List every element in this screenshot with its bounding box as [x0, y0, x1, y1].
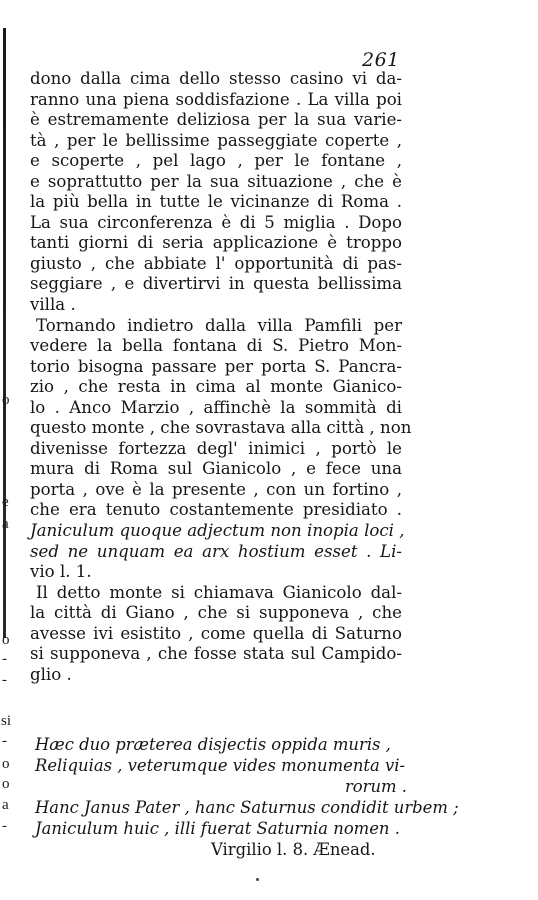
paper-speck — [256, 878, 259, 881]
text-line: glio . — [30, 664, 72, 684]
text-line: torio bisogna passare per porta S. Pancra- — [30, 356, 402, 376]
margin-fragment-char: o — [2, 756, 10, 772]
text-line: divenisse fortezza degl' inimici , portò le — [30, 438, 402, 458]
margin-fragment-char: - — [2, 733, 7, 749]
text-line: avesse ivi esistito , come quella di Saturno — [30, 623, 402, 643]
text-line: si supponeva , che fosse stata sul Campido- — [30, 644, 402, 664]
text-line: e soprattutto per la sua situazione , che è — [30, 171, 402, 191]
text-line: seggiare , e divertirvi in questa bellissima — [30, 274, 402, 294]
verse-line: Hæc duo præterea disjectis oppida muris , — [35, 735, 391, 754]
margin-fragment-char: e — [2, 494, 9, 510]
text-line: mura di Roma sul Gianicolo , e fece una — [30, 459, 402, 479]
facing-page-margin — [0, 0, 24, 900]
paragraph-start-line: Il detto monte si chiamava Gianicolo dal- — [36, 582, 402, 602]
text-line: tà , per le bellissime passeggiate coperte , — [30, 130, 402, 150]
verse-line: Hanc Janus Pater , hanc Saturnus condidit urbem ; — [35, 798, 459, 817]
margin-fragment-char: si — [1, 713, 12, 729]
verse-citation: Virgilio l. 8. Ænead. — [211, 840, 376, 859]
text-line: la città di Giano , che si supponeva , che — [30, 603, 402, 623]
citation-line: vio l. 1. — [30, 562, 92, 582]
text-line: e scoperte , pel lago , per le fontane , — [30, 151, 402, 171]
margin-fragment-char: - — [2, 672, 7, 688]
margin-fragment-char: - — [2, 651, 7, 667]
text-line: ranno una piena soddisfazione . La villa poi — [30, 89, 402, 109]
latin-quote-line: sed ne unquam ea arx hostium esset . Li- — [30, 541, 402, 561]
text-line: villa . — [30, 295, 76, 315]
main-text-block — [30, 69, 412, 685]
text-line: La sua circonferenza è di 5 miglia . Dopo — [30, 212, 402, 232]
margin-fragment-char: o — [2, 632, 10, 648]
verse-line: Reliquias , veterumque vides monumenta vi- — [35, 756, 406, 775]
text-line: zio , che resta in cima al monte Gianico- — [30, 377, 402, 397]
verse-line-turnover: rorum . — [344, 777, 407, 796]
verse-quotation — [35, 734, 459, 860]
text-line: che era tenuto costantemente presidiato . — [30, 500, 402, 520]
margin-fragment-char: a — [2, 797, 9, 813]
text-line: giusto , che abbiate l' opportunità di pas- — [30, 253, 402, 273]
margin-fragment-char: - — [2, 818, 7, 834]
text-line: questo monte , che sovrastava alla città , non — [30, 418, 412, 438]
margin-fragment-char: o — [2, 776, 10, 792]
text-line: dono dalla cima dello stesso casino vi da- — [30, 69, 402, 88]
margin-fragment-char: a — [2, 516, 9, 532]
text-line: lo . Anco Marzio , affinchè la sommità di — [30, 397, 402, 417]
page-number: 261 — [362, 49, 400, 71]
text-line: tanti giorni di seria applicazione è troppo — [30, 233, 402, 253]
text-line: porta , ove è la presente , con un fortino , — [30, 479, 402, 499]
text-line: vedere la bella fontana di S. Pietro Mon- — [30, 336, 402, 356]
paragraph-start-line: Tornando indietro dalla villa Pamfili per — [36, 315, 402, 335]
margin-fragment-char: o — [2, 392, 10, 408]
text-line: la più bella in tutte le vicinanze di Roma . — [30, 192, 402, 212]
verse-line: Janiculum huic , illi fuerat Saturnia nomen . — [35, 819, 400, 838]
latin-quote-line: Janiculum quoque adjectum non inopia loci , — [30, 521, 405, 541]
text-line: è estremamente deliziosa per la sua varie- — [30, 110, 402, 130]
